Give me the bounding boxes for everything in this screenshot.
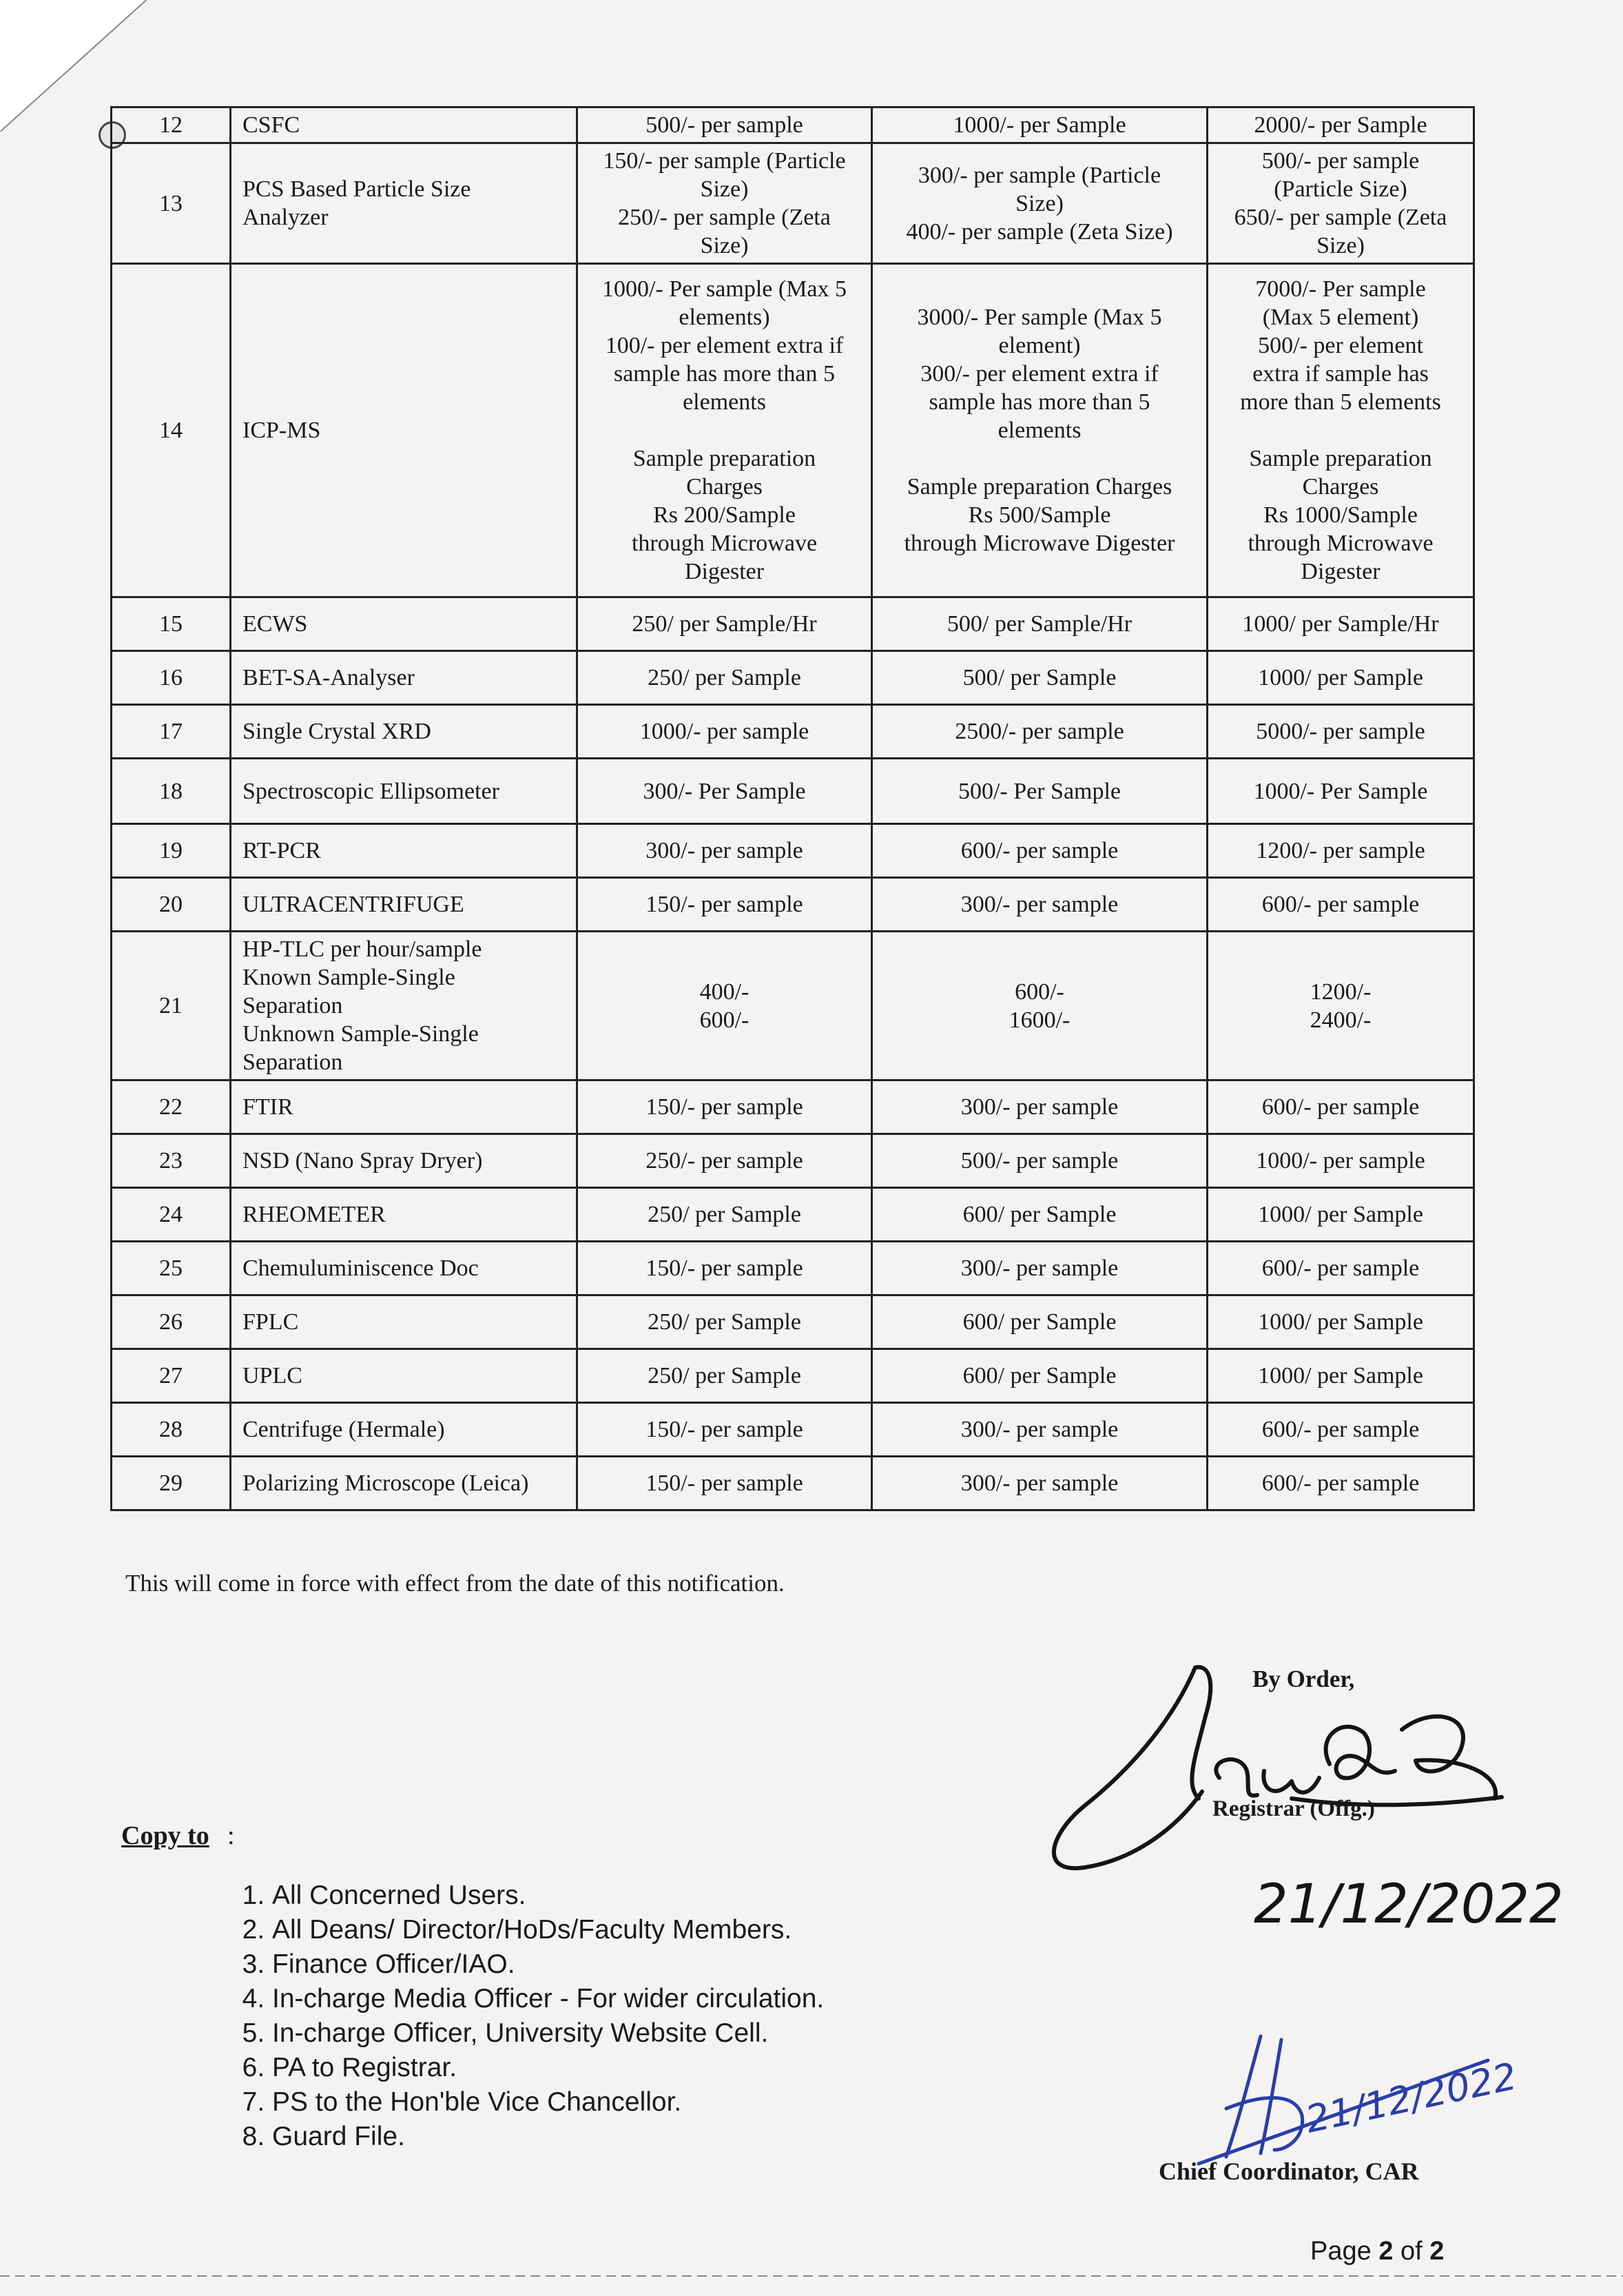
rate-industry-cell-text: 5000/- per sample <box>1256 719 1425 744</box>
instrument-cell-text: CSFC <box>242 112 300 138</box>
rate-academic-cell <box>872 107 1208 143</box>
serial-number-cell <box>112 143 231 264</box>
rate-academic-cell <box>872 759 1208 824</box>
rate-industry-cell <box>1208 651 1474 705</box>
serial-number-cell-text: 12 <box>159 112 183 138</box>
rate-internal-cell-text: 250/ per Sample <box>648 1309 801 1335</box>
rate-internal-cell-text: 300/- per sample <box>645 838 803 863</box>
copy-to-item: 1. All Concerned Users. <box>272 1878 824 1913</box>
rate-internal-cell <box>577 705 872 759</box>
instrument-cell-text: BET-SA-Analyser <box>242 665 415 690</box>
table-row <box>112 597 1474 651</box>
rate-industry-cell <box>1208 107 1474 143</box>
rate-industry-cell-text: 1000/ per Sample <box>1258 1202 1423 1227</box>
rate-academic-cell-text: 300/- per sample <box>960 892 1119 917</box>
rate-internal-cell <box>577 878 872 932</box>
rate-academic-cell-text: 600/ per Sample <box>962 1202 1117 1227</box>
serial-number-cell <box>112 1403 231 1457</box>
serial-number-cell <box>112 651 231 705</box>
rate-industry-cell-text: 1000/- per sample <box>1256 1148 1425 1173</box>
copy-to-item: 7. PS to the Hon'ble Vice Chancellor. <box>272 2085 824 2120</box>
rate-industry-cell <box>1208 1403 1474 1457</box>
rate-internal-cell-text: 150/- per sample <box>645 1255 803 1281</box>
copy-to-list <box>210 1878 824 2154</box>
rate-academic-cell <box>872 1295 1208 1349</box>
rate-internal-cell <box>577 1188 872 1242</box>
instrument-cell <box>231 824 577 878</box>
serial-number-cell <box>112 107 231 143</box>
rate-industry-cell <box>1208 759 1474 824</box>
serial-number-cell <box>112 705 231 759</box>
rate-academic-cell-text: 300/- per sample (Particle Size) 400/- per sample (Zeta Size) <box>906 162 1173 245</box>
serial-number-cell-text: 28 <box>159 1417 183 1442</box>
instrument-cell-text: Centrifuge (Hermale) <box>242 1417 445 1442</box>
table-row <box>112 824 1474 878</box>
rate-academic-cell <box>872 1080 1208 1134</box>
table-row <box>112 705 1474 759</box>
rate-academic-cell-text: 600/- per sample <box>960 838 1119 863</box>
rate-academic-cell-text: 600/ per Sample <box>962 1309 1117 1335</box>
serial-number-cell <box>112 597 231 651</box>
rate-industry-cell <box>1208 1349 1474 1403</box>
rate-internal-cell <box>577 107 872 143</box>
instrument-cell <box>231 1349 577 1403</box>
table-row <box>112 1134 1474 1188</box>
table-row <box>112 1242 1474 1295</box>
rate-academic-cell-text: 500/- Per Sample <box>958 778 1121 804</box>
rate-academic-cell <box>872 705 1208 759</box>
rate-internal-cell <box>577 264 872 597</box>
serial-number-cell-text: 23 <box>159 1148 183 1173</box>
table-row <box>112 1295 1474 1349</box>
rate-academic-cell <box>872 1188 1208 1242</box>
rate-industry-cell-text: 1200/- per sample <box>1256 838 1425 863</box>
rate-industry-cell <box>1208 1242 1474 1295</box>
rate-industry-cell <box>1208 878 1474 932</box>
copy-to-item: 3. Finance Officer/IAO. <box>272 1947 824 1982</box>
rates-table <box>110 106 1475 1511</box>
instrument-cell <box>231 1080 577 1134</box>
rate-internal-cell <box>577 759 872 824</box>
instrument-cell-text: Chemuluminiscence Doc <box>242 1255 479 1281</box>
rate-industry-cell-text: 1200/- 2400/- <box>1310 978 1372 1033</box>
by-order-label: By Order, <box>1252 1665 1355 1692</box>
rate-academic-cell-text: 3000/- Per sample (Max 5 element) 300/- per element extra if sample has more than 5 elements Sample preparation Charges Rs 500/Sample through Microwave Digester <box>904 305 1175 556</box>
instrument-cell <box>231 932 577 1080</box>
copy-to-item: 4. In-charge Media Officer - For wider circulation. <box>272 1982 824 2016</box>
rate-academic-cell <box>872 1134 1208 1188</box>
instrument-cell-text: RHEOMETER <box>242 1202 386 1227</box>
registrar-signature <box>1020 1640 1571 1936</box>
rate-industry-cell <box>1208 264 1474 597</box>
page-number-current: 2 <box>1378 2237 1394 2266</box>
second-signature-date: 21/12/2022 <box>1301 2054 1521 2142</box>
serial-number-cell-text: 24 <box>159 1202 183 1227</box>
rate-internal-cell-text: 1000/- Per sample (Max 5 elements) 100/- per element extra if sample has more than 5 elements Sample preparation Charges Rs 200/Sample through Microwave Digester <box>601 276 847 584</box>
copy-to-item: 6. PA to Registrar. <box>272 2051 824 2085</box>
copy-to-item: 5. In-charge Officer, University Website Cell. <box>272 2016 824 2051</box>
instrument-cell-text: Single Crystal XRD <box>242 719 431 744</box>
serial-number-cell <box>112 1134 231 1188</box>
serial-number-cell <box>112 824 231 878</box>
rates-table-body <box>112 107 1474 1510</box>
rate-academic-cell <box>872 878 1208 932</box>
effect-note: This will come in force with effect from the date of this notification. <box>125 1570 785 1597</box>
copy-to-label: Copy to <box>121 1821 209 1850</box>
signature-date: 21/12/2022 <box>1254 1874 1564 1936</box>
instrument-cell-text: HP-TLC per hour/sample Known Sample-Single Separation Unknown Sample-Single Separation <box>242 936 482 1075</box>
page-number <box>1310 2237 1444 2266</box>
rate-academic-cell <box>872 143 1208 264</box>
rate-internal-cell-text: 150/- per sample <box>645 892 803 917</box>
instrument-cell-text: PCS Based Particle Size Analyzer <box>242 176 471 230</box>
table-row <box>112 1080 1474 1134</box>
rate-industry-cell-text: 2000/- per Sample <box>1254 112 1427 138</box>
instrument-cell <box>231 1295 577 1349</box>
rate-internal-cell <box>577 1080 872 1134</box>
serial-number-cell-text: 17 <box>159 719 183 744</box>
instrument-cell-text: Spectroscopic Ellipsometer <box>242 778 499 804</box>
rate-internal-cell-text: 150/- per sample <box>645 1470 803 1496</box>
serial-number-cell-text: 22 <box>159 1094 183 1120</box>
rate-academic-cell <box>872 1403 1208 1457</box>
rate-internal-cell <box>577 651 872 705</box>
rate-internal-cell <box>577 1349 872 1403</box>
instrument-cell <box>231 1134 577 1188</box>
chief-coordinator-label: Chief Coordinator, CAR <box>1159 2157 1419 2185</box>
rate-industry-cell <box>1208 932 1474 1080</box>
rate-industry-cell <box>1208 1134 1474 1188</box>
rate-internal-cell <box>577 932 872 1080</box>
rate-industry-cell <box>1208 143 1474 264</box>
rate-internal-cell <box>577 1134 872 1188</box>
rate-industry-cell-text: 600/- per sample <box>1261 1094 1420 1120</box>
rate-academic-cell-text: 500/ per Sample <box>962 665 1117 690</box>
rate-industry-cell-text: 500/- per sample (Particle Size) 650/- per sample (Zeta Size) <box>1234 148 1447 258</box>
table-row <box>112 1349 1474 1403</box>
table-row <box>112 878 1474 932</box>
rate-internal-cell <box>577 1403 872 1457</box>
rate-industry-cell-text: 600/- per sample <box>1261 1255 1420 1281</box>
rate-academic-cell <box>872 824 1208 878</box>
table-row <box>112 264 1474 597</box>
bottom-edge-rule <box>0 2275 1623 2277</box>
registrar-label: Registrar (Offg.) <box>1212 1796 1375 1821</box>
instrument-cell <box>231 1188 577 1242</box>
rate-industry-cell-text: 1000/ per Sample <box>1258 1309 1423 1335</box>
serial-number-cell <box>112 1295 231 1349</box>
rate-academic-cell <box>872 651 1208 705</box>
rate-internal-cell-text: 250/ per Sample <box>648 665 801 690</box>
instrument-cell <box>231 651 577 705</box>
instrument-cell <box>231 597 577 651</box>
rate-internal-cell <box>577 1457 872 1510</box>
rate-internal-cell <box>577 1295 872 1349</box>
rate-industry-cell-text: 1000/ per Sample <box>1258 665 1423 690</box>
instrument-cell <box>231 143 577 264</box>
rate-internal-cell-text: 150/- per sample (Particle Size) 250/- per sample (Zeta Size) <box>603 148 846 258</box>
rate-internal-cell-text: 150/- per sample <box>645 1417 803 1442</box>
rate-industry-cell <box>1208 597 1474 651</box>
serial-number-cell <box>112 264 231 597</box>
rate-academic-cell <box>872 264 1208 597</box>
rate-industry-cell <box>1208 705 1474 759</box>
serial-number-cell-text: 18 <box>159 778 183 804</box>
copy-to-item: 8. Guard File. <box>272 2120 824 2154</box>
rate-industry-cell <box>1208 1080 1474 1134</box>
rate-academic-cell <box>872 597 1208 651</box>
rate-industry-cell-text: 600/- per sample <box>1261 1417 1420 1442</box>
rate-academic-cell-text: 2500/- per sample <box>955 719 1124 744</box>
instrument-cell <box>231 1457 577 1510</box>
serial-number-cell <box>112 1349 231 1403</box>
table-row <box>112 1188 1474 1242</box>
instrument-cell-text: RT-PCR <box>242 838 321 863</box>
copy-to-colon: : <box>227 1821 235 1850</box>
page-number-prefix: Page <box>1310 2237 1379 2266</box>
rate-academic-cell-text: 500/- per sample <box>960 1148 1119 1173</box>
rate-internal-cell <box>577 824 872 878</box>
rate-internal-cell-text: 250/ per Sample <box>648 1202 801 1227</box>
rate-academic-cell <box>872 1242 1208 1295</box>
serial-number-cell-text: 13 <box>159 190 183 216</box>
rate-industry-cell-text: 1000/ per Sample/Hr <box>1242 611 1439 637</box>
table-row <box>112 932 1474 1080</box>
rate-academic-cell-text: 1000/- per Sample <box>953 112 1126 138</box>
instrument-cell <box>231 705 577 759</box>
serial-number-cell-text: 21 <box>159 993 183 1018</box>
table-row <box>112 651 1474 705</box>
instrument-cell <box>231 264 577 597</box>
serial-number-cell-text: 26 <box>159 1309 183 1335</box>
serial-number-cell-text: 16 <box>159 665 183 690</box>
instrument-cell-text: UPLC <box>242 1363 302 1388</box>
serial-number-cell-text: 19 <box>159 838 183 863</box>
serial-number-cell <box>112 1080 231 1134</box>
table-row <box>112 1457 1474 1510</box>
rate-internal-cell-text: 300/- Per Sample <box>643 778 806 804</box>
serial-number-cell <box>112 1242 231 1295</box>
rate-internal-cell <box>577 597 872 651</box>
instrument-cell-text: FTIR <box>242 1094 293 1120</box>
table-row <box>112 1403 1474 1457</box>
rate-academic-cell-text: 600/- 1600/- <box>1009 978 1071 1033</box>
serial-number-cell <box>112 932 231 1080</box>
rate-academic-cell <box>872 1457 1208 1510</box>
rate-industry-cell-text: 1000/- Per Sample <box>1253 778 1428 804</box>
instrument-cell-text: ICP-MS <box>242 418 321 443</box>
rate-industry-cell-text: 600/- per sample <box>1261 1470 1420 1496</box>
rate-internal-cell <box>577 143 872 264</box>
instrument-cell-text: ULTRACENTRIFUGE <box>242 892 464 917</box>
serial-number-cell-text: 27 <box>159 1363 183 1388</box>
rate-industry-cell <box>1208 1295 1474 1349</box>
table-row <box>112 107 1474 143</box>
serial-number-cell-text: 14 <box>159 418 183 443</box>
instrument-cell <box>231 1403 577 1457</box>
rate-industry-cell <box>1208 1457 1474 1510</box>
rate-internal-cell-text: 500/- per sample <box>645 112 803 138</box>
serial-number-cell <box>112 1188 231 1242</box>
serial-number-cell <box>112 759 231 824</box>
rate-academic-cell-text: 600/ per Sample <box>962 1363 1117 1388</box>
rate-academic-cell <box>872 932 1208 1080</box>
serial-number-cell <box>112 1457 231 1510</box>
serial-number-cell <box>112 878 231 932</box>
rate-industry-cell-text: 7000/- Per sample (Max 5 element) 500/- per element extra if sample has more than 5 elements Sample preparation Charges Rs 1000/Sample through Microwave Digester <box>1240 276 1441 584</box>
rate-internal-cell <box>577 1242 872 1295</box>
rate-industry-cell <box>1208 824 1474 878</box>
instrument-cell <box>231 759 577 824</box>
rate-academic-cell-text: 300/- per sample <box>960 1094 1119 1120</box>
instrument-cell-text: ECWS <box>242 611 308 637</box>
rate-internal-cell-text: 250/- per sample <box>645 1148 803 1173</box>
page-number-middle: of <box>1393 2237 1430 2266</box>
serial-number-cell-text: 20 <box>159 892 183 917</box>
instrument-cell <box>231 1242 577 1295</box>
rate-internal-cell-text: 150/- per sample <box>645 1094 803 1120</box>
serial-number-cell-text: 25 <box>159 1255 183 1281</box>
instrument-cell-text: NSD (Nano Spray Dryer) <box>242 1148 483 1173</box>
rate-internal-cell-text: 250/ per Sample <box>648 1363 801 1388</box>
serial-number-cell-text: 29 <box>159 1470 183 1496</box>
instrument-cell-text: Polarizing Microscope (Leica) <box>242 1470 529 1496</box>
instrument-cell-text: FPLC <box>242 1309 299 1335</box>
page-number-total: 2 <box>1429 2237 1445 2266</box>
rate-industry-cell-text: 600/- per sample <box>1261 892 1420 917</box>
rate-industry-cell-text: 1000/ per Sample <box>1258 1363 1423 1388</box>
table-row <box>112 759 1474 824</box>
rate-academic-cell-text: 300/- per sample <box>960 1255 1119 1281</box>
rate-internal-cell-text: 250/ per Sample/Hr <box>632 611 817 637</box>
instrument-cell <box>231 107 577 143</box>
rate-academic-cell-text: 300/- per sample <box>960 1470 1119 1496</box>
copy-to-item: 2. All Deans/ Director/HoDs/Faculty Members. <box>272 1913 824 1947</box>
rate-academic-cell <box>872 1349 1208 1403</box>
serial-number-cell-text: 15 <box>159 611 183 637</box>
rate-academic-cell-text: 500/ per Sample/Hr <box>947 611 1133 637</box>
rate-internal-cell-text: 1000/- per sample <box>639 719 809 744</box>
table-row <box>112 143 1474 264</box>
instrument-cell <box>231 878 577 932</box>
rate-industry-cell <box>1208 1188 1474 1242</box>
rate-internal-cell-text: 400/- 600/- <box>699 978 750 1033</box>
rate-academic-cell-text: 300/- per sample <box>960 1417 1119 1442</box>
